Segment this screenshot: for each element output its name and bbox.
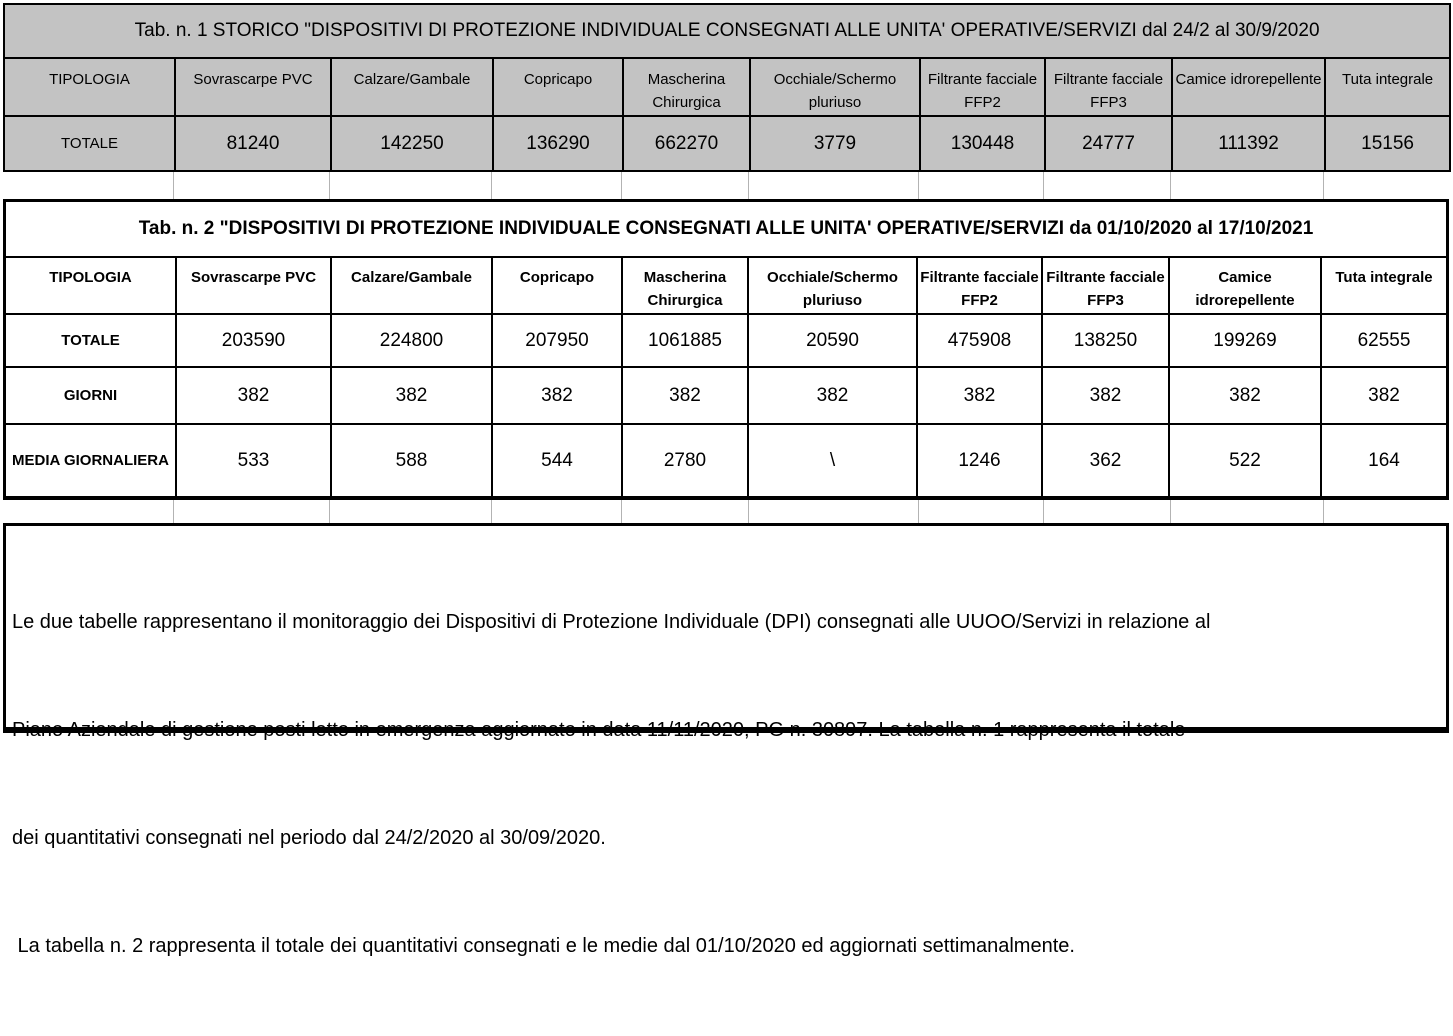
row-label: MEDIA GIORNALIERA bbox=[6, 424, 176, 496]
value-cell: 203590 bbox=[176, 314, 331, 367]
table1-title: Tab. n. 1 STORICO "DISPOSITIVI DI PROTEZIONE INDIVIDUALE CONSEGNATI ALLE UNITA' OPERATIVE/SERVIZI dal 24/2 al 30/9/2020 bbox=[4, 4, 1450, 58]
table2-border-box bbox=[3, 199, 1449, 500]
value-cell: 3779 bbox=[750, 116, 920, 171]
grid-gap-cell bbox=[174, 500, 330, 523]
table1-header-copricapo: Copricapo bbox=[493, 58, 623, 116]
table1-header-tipologia: TIPOLOGIA bbox=[4, 58, 175, 116]
spreadsheet-gap-row bbox=[3, 172, 1449, 199]
notes-line: Le due tabelle rappresentano il monitoraggio dei Dispositivi di Protezione Individuale (DPI) consegnati alle UUOO/Servizi in relazione al bbox=[12, 611, 1211, 633]
table2-header-copricapo: Copricapo bbox=[492, 257, 622, 314]
spreadsheet-gap-row bbox=[3, 500, 1449, 523]
table2-header-ffp3: Filtrante facciale FFP3 bbox=[1042, 257, 1169, 314]
table1-storico bbox=[3, 3, 1451, 172]
row-label: TOTALE bbox=[6, 314, 176, 367]
table2-totale-row bbox=[6, 314, 1446, 367]
value-cell: 1061885 bbox=[622, 314, 748, 367]
grid-gap-cell bbox=[492, 500, 622, 523]
table2-header-tipologia: TIPOLOGIA bbox=[6, 257, 176, 314]
table2-title-row bbox=[6, 202, 1446, 257]
value-cell: 20590 bbox=[748, 314, 917, 367]
table2-header-mascherina: Mascherina Chirurgica bbox=[622, 257, 748, 314]
table2-media-row bbox=[6, 424, 1446, 496]
grid-gap-cell bbox=[622, 172, 749, 199]
value-cell: 382 bbox=[1321, 367, 1446, 424]
grid-gap-cell bbox=[1324, 500, 1449, 523]
value-cell: 15156 bbox=[1325, 116, 1450, 171]
grid-gap-cell bbox=[174, 172, 330, 199]
value-cell: 382 bbox=[1169, 367, 1321, 424]
grid-gap-cell bbox=[1324, 172, 1449, 199]
grid-gap-cell bbox=[3, 500, 174, 523]
notes-line: Piano Aziendale di gestione posti letto in emergenza aggiornato in data 11/11/2020, PG n. 30897. La tabella n. 1 rappresenta il totale bbox=[12, 719, 1186, 741]
value-cell: 382 bbox=[622, 367, 748, 424]
table1-header-occhiale: Occhiale/Schermo pluriuso bbox=[750, 58, 920, 116]
value-cell: 533 bbox=[176, 424, 331, 496]
grid-gap-cell bbox=[749, 172, 919, 199]
value-cell: \ bbox=[748, 424, 917, 496]
value-cell: 1246 bbox=[917, 424, 1042, 496]
grid-gap-cell bbox=[330, 172, 492, 199]
value-cell: 382 bbox=[917, 367, 1042, 424]
value-cell: 138250 bbox=[1042, 314, 1169, 367]
grid-gap-cell bbox=[919, 500, 1044, 523]
value-cell: 382 bbox=[492, 367, 622, 424]
grid-gap-cell bbox=[622, 500, 749, 523]
table1-header-ffp2: Filtrante facciale FFP2 bbox=[920, 58, 1045, 116]
notes-box bbox=[3, 523, 1449, 957]
table2-header-calzare: Calzare/Gambale bbox=[331, 257, 492, 314]
value-cell: 475908 bbox=[917, 314, 1042, 367]
table2-header-camice: Camice idrorepellente bbox=[1169, 257, 1321, 314]
grid-gap-cell bbox=[1044, 500, 1171, 523]
table2-header-sovrascarpe: Sovrascarpe PVC bbox=[176, 257, 331, 314]
value-cell: 544 bbox=[492, 424, 622, 496]
table2-header-row bbox=[6, 257, 1446, 314]
value-cell: 362 bbox=[1042, 424, 1169, 496]
grid-gap-cell bbox=[1171, 172, 1324, 199]
row-label: TOTALE bbox=[4, 116, 175, 171]
value-cell: 382 bbox=[748, 367, 917, 424]
grid-gap-cell bbox=[330, 500, 492, 523]
value-cell: 164 bbox=[1321, 424, 1446, 496]
table1-header-row bbox=[4, 58, 1450, 116]
value-cell: 136290 bbox=[493, 116, 623, 171]
table1-header-tuta: Tuta integrale bbox=[1325, 58, 1450, 116]
table1-title-row bbox=[4, 4, 1450, 58]
grid-gap-cell bbox=[492, 172, 622, 199]
value-cell: 588 bbox=[331, 424, 492, 496]
grid-gap-cell bbox=[1171, 500, 1324, 523]
table2-current bbox=[6, 202, 1446, 496]
grid-gap-cell bbox=[1044, 172, 1171, 199]
grid-gap-cell bbox=[3, 172, 174, 199]
value-cell: 111392 bbox=[1172, 116, 1325, 171]
value-cell: 207950 bbox=[492, 314, 622, 367]
table2-title: Tab. n. 2 "DISPOSITIVI DI PROTEZIONE INDIVIDUALE CONSEGNATI ALLE UNITA' OPERATIVE/SERVIZI da 01/10/2020 al 17/10/2021 bbox=[6, 202, 1446, 257]
value-cell: 522 bbox=[1169, 424, 1321, 496]
grid-gap-cell bbox=[919, 172, 1044, 199]
value-cell: 224800 bbox=[331, 314, 492, 367]
table1-header-calzare: Calzare/Gambale bbox=[331, 58, 493, 116]
table1-header-camice: Camice idrorepellente bbox=[1172, 58, 1325, 116]
table1-header-sovrascarpe: Sovrascarpe PVC bbox=[175, 58, 331, 116]
table1-header-ffp3: Filtrante facciale FFP3 bbox=[1045, 58, 1172, 116]
value-cell: 62555 bbox=[1321, 314, 1446, 367]
notes-line: dei quantitativi consegnati nel periodo dal 24/2/2020 al 30/09/2020. bbox=[12, 827, 606, 849]
value-cell: 382 bbox=[176, 367, 331, 424]
table2-header-tuta: Tuta integrale bbox=[1321, 257, 1446, 314]
value-cell: 199269 bbox=[1169, 314, 1321, 367]
row-label: GIORNI bbox=[6, 367, 176, 424]
value-cell: 142250 bbox=[331, 116, 493, 171]
table1-header-mascherina: Mascherina Chirurgica bbox=[623, 58, 750, 116]
value-cell: 130448 bbox=[920, 116, 1045, 171]
notes-line: La tabella n. 2 rappresenta il totale dei quantitativi consegnati e le medie dal 01/10/2020 ed aggiornati settimanalmente. bbox=[12, 935, 1075, 957]
grid-gap-cell bbox=[749, 500, 919, 523]
value-cell: 382 bbox=[331, 367, 492, 424]
value-cell: 382 bbox=[1042, 367, 1169, 424]
value-cell: 81240 bbox=[175, 116, 331, 171]
value-cell: 24777 bbox=[1045, 116, 1172, 171]
table2-header-ffp2: Filtrante facciale FFP2 bbox=[917, 257, 1042, 314]
table2-giorni-row bbox=[6, 367, 1446, 424]
value-cell: 2780 bbox=[622, 424, 748, 496]
table2-header-occhiale: Occhiale/Schermo pluriuso bbox=[748, 257, 917, 314]
value-cell: 662270 bbox=[623, 116, 750, 171]
table1-totale-row bbox=[4, 116, 1450, 171]
